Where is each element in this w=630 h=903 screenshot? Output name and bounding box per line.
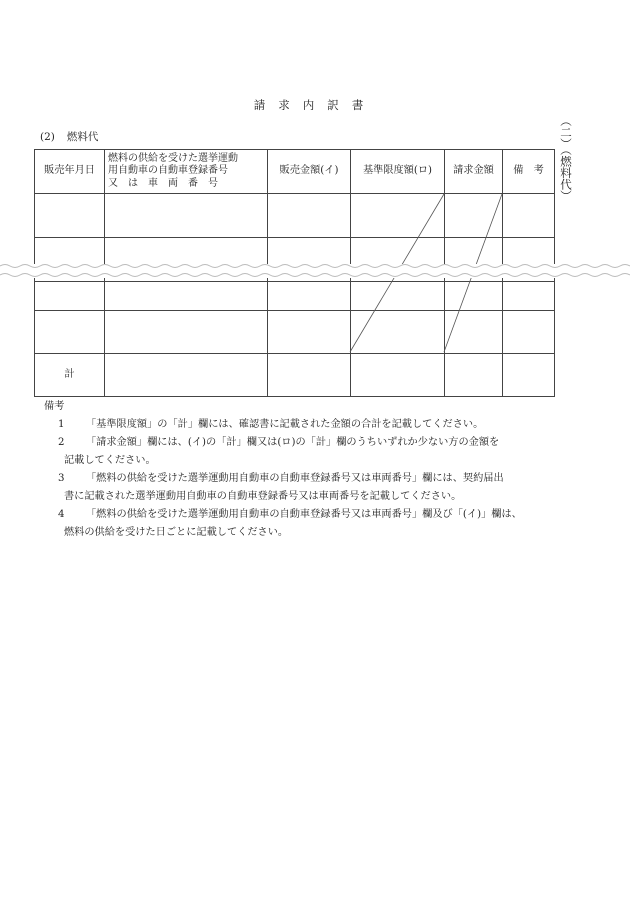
note-number: 3 xyxy=(58,473,65,484)
header-limit-amount: 基準限度額(ロ) xyxy=(351,150,445,194)
note-text-line: 「請求金額」欄には、(イ)の「計」欄又は(ロ)の「計」欄のうちいずれか少ない方の金額を xyxy=(86,437,500,448)
cell-limit-amount xyxy=(351,194,445,238)
note-text-line: 「燃料の供給を受けた選挙運動用自動車の自動車登録番号又は車両番号」欄及び「(イ)」欄は、 xyxy=(86,509,522,520)
note-item xyxy=(44,434,522,452)
note-text-line: 「基準限度額」の「計」欄には、確認書に記載された金額の合計を記載してください。 xyxy=(86,419,484,430)
note-item xyxy=(44,470,522,488)
cell-date[interactable] xyxy=(35,311,105,354)
cell-date[interactable] xyxy=(35,282,105,311)
header-sale-amount: 販売金額(イ) xyxy=(268,150,351,194)
cell-sale-amount[interactable] xyxy=(268,282,351,311)
cell-claim-amount xyxy=(445,282,503,311)
cell-claim-amount xyxy=(445,311,503,354)
table-row xyxy=(35,282,555,311)
note-text-continuation: 燃料の供給を受けた日ごとに記載してください。 xyxy=(64,527,289,538)
cell-limit-amount xyxy=(351,311,445,354)
total-label: 計 xyxy=(35,354,105,397)
document-title: 請求内訳書 xyxy=(253,98,377,112)
cell-sale-amount[interactable] xyxy=(268,311,351,354)
total-row xyxy=(35,354,555,397)
total-sale-amount[interactable] xyxy=(268,354,351,397)
cell-registration[interactable] xyxy=(105,194,268,238)
header-sale-date: 販売年月日 xyxy=(35,150,105,194)
header-row xyxy=(35,150,555,194)
cell-date[interactable] xyxy=(35,194,105,238)
header-registration-number xyxy=(105,150,268,194)
table-row xyxy=(35,194,555,238)
cell-claim-amount xyxy=(445,194,503,238)
cell-remarks[interactable] xyxy=(503,194,555,238)
header-registration-line-3: 又 は 車 両 番 号 xyxy=(108,177,218,189)
side-label: （二）（燃料代） xyxy=(559,115,573,202)
cell-registration[interactable] xyxy=(105,282,268,311)
note-item xyxy=(44,416,522,434)
section-heading xyxy=(40,129,98,144)
note-text-continuation: 書に記載された選挙運動用自動車の自動車登録番号又は車両番号を記載してください。 xyxy=(64,491,462,502)
note-text-line: 「燃料の供給を受けた選挙運動用自動車の自動車登録番号又は車両番号」欄には、契約届出 xyxy=(86,473,504,484)
header-registration-line-1: 燃料の供給を受けた選挙運動 xyxy=(108,152,238,164)
section-label: 燃料代 xyxy=(66,131,99,143)
cell-remarks[interactable] xyxy=(503,311,555,354)
total-remarks[interactable] xyxy=(503,354,555,397)
total-limit-amount[interactable] xyxy=(351,354,445,397)
notes-section xyxy=(44,398,522,542)
note-number: 2 xyxy=(58,437,65,448)
header-claim-amount: 請求金額 xyxy=(445,150,503,194)
cell-remarks[interactable] xyxy=(503,282,555,311)
header-registration-line-2: 用自動車の自動車登録番号 xyxy=(108,165,228,177)
note-number: 1 xyxy=(58,419,65,430)
cell-sale-amount[interactable] xyxy=(268,194,351,238)
total-registration xyxy=(105,354,268,397)
notes-heading: 備考 xyxy=(44,401,65,412)
table-row xyxy=(35,311,555,354)
header-remarks: 備 考 xyxy=(503,150,555,194)
total-claim-amount[interactable] xyxy=(445,354,503,397)
note-item xyxy=(44,506,522,524)
note-text-continuation: 記載してください。 xyxy=(64,455,156,466)
cell-limit-amount xyxy=(351,282,445,311)
note-number: 4 xyxy=(58,509,65,520)
page-break-wave xyxy=(0,262,630,280)
cell-registration[interactable] xyxy=(105,311,268,354)
section-number: (2) xyxy=(40,131,55,143)
